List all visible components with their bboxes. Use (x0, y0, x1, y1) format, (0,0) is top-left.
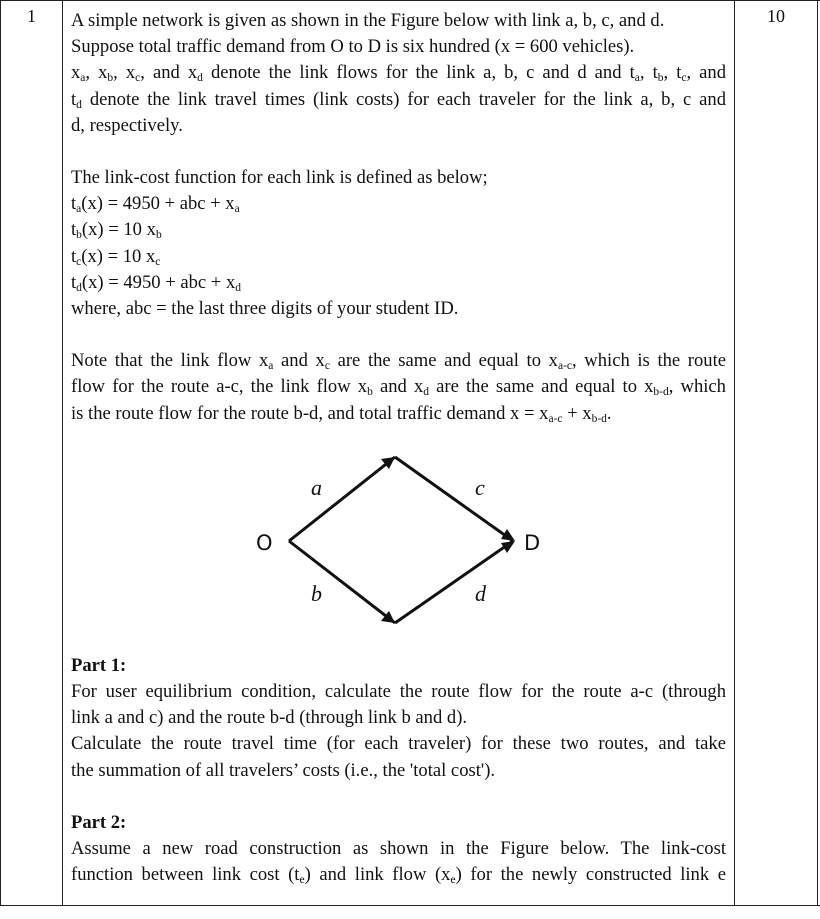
intro-line-5: d, respectively. (71, 114, 183, 136)
question-content (71, 8, 726, 888)
question-marks: 10 (767, 6, 785, 26)
node-destination: D (524, 530, 541, 555)
link-a (289, 457, 395, 541)
equation-d: $t_d(x) = 4950$ + abc + $x_d$ (71, 271, 241, 294)
table-left-border (0, 0, 1, 906)
column-divider-sno (62, 0, 63, 906)
intro-line-1: A simple network is given as shown in the Figure below with link a, b, c, and d. (71, 10, 665, 31)
question-number: 1 (27, 6, 36, 26)
intro-line-3: $x_a$, $x_b$, $x_c$, and $x_d$ denote the link flows for the link a, b, c and d and $t_a$, $t_b$, $t_c$, and (71, 62, 727, 85)
note-line-3: is the route flow for the route b-d, and total traffic demand $x = x_{a-c} + x_{b-d}$. (71, 402, 612, 425)
table-top-border (0, 0, 820, 1)
note-line-1: Note that the link flow $x_a$ and $x_c$ are the same and equal to $x_{a-c}$, which is the route (71, 350, 727, 373)
part1-line-3: Calculate the route travel time (for each traveler) for these two routes, and take (71, 733, 726, 755)
intro-line-2: Suppose total traffic demand from O to D is six hundred (x = 600 vehicles). (71, 36, 635, 58)
part2-line-1: Assume a new road construction as shown in the Figure below. The link-cost (71, 838, 726, 860)
link-label-d: d (475, 580, 486, 606)
equation-b: $t_b(x) = 10$ $x_b$ (71, 219, 162, 242)
link-label-b: b (311, 580, 322, 606)
column-divider-marks (734, 0, 735, 906)
part1-line-1: For user equilibrium condition, calculate the route flow for the route a-c (through (71, 681, 726, 703)
part2-title: Part 2: (71, 811, 127, 833)
part1-line-2: link a and c) and the route b-d (through link b and d). (71, 707, 468, 729)
table-bottom-border (0, 905, 820, 906)
network-diagram (71, 455, 726, 625)
part2-line-2: function between link cost $(t_e)$ and link flow $(x_e)$ for the newly constructed link e (71, 864, 726, 887)
link-b (289, 541, 395, 623)
node-origin: O (256, 530, 273, 555)
equation-a: $t_a(x) = 4950$ + abc + $x_a$ (71, 193, 240, 216)
link-label-c: c (475, 474, 485, 500)
part1-title: Part 1: (71, 654, 127, 676)
network-figure (71, 455, 726, 625)
link-label-a: a (311, 474, 322, 500)
intro-line-4: $t_d$ denote the link travel times (link costs) for each traveler for the link a, b, c and (71, 88, 726, 111)
equation-c: $t_c(x) = 10$ $x_c$ (71, 245, 161, 268)
link-c (395, 457, 513, 541)
link-d (395, 541, 513, 623)
cost-intro: The link-cost function for each link is defined as below; (71, 167, 488, 189)
table-right-border (817, 0, 818, 906)
part1-line-4: the summation of all travelers’ costs (i.e., the 'total cost'). (71, 759, 496, 781)
note-line-2: flow for the route a-c, the link flow $x_b$ and $x_d$ are the same and equal to $x_{b-d}$, which (71, 376, 726, 399)
where-line: where, abc = the last three digits of your student ID. (71, 298, 459, 320)
